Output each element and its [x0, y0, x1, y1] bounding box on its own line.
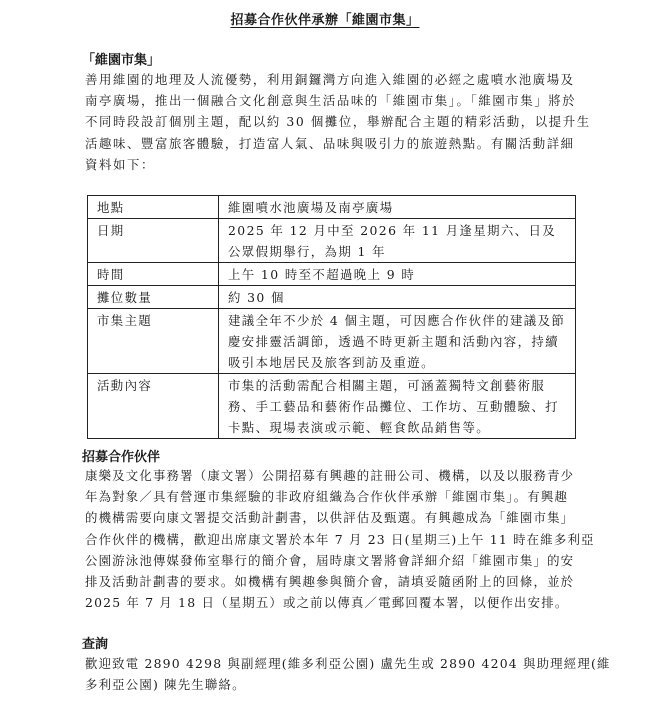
text-line: 南亭廣場，推出一個融合文化創意與生活品味的「維園市集」。「維園市集」將於 — [85, 93, 577, 109]
table-row — [88, 219, 576, 263]
table-row — [88, 374, 576, 439]
document-title-text: 招募合作伙伴承辦「維園市集」 — [230, 13, 420, 28]
text-line: 年為對象／具有營運市集經驗的非政府組織為合作伙伴承辦「維園市集」。有興趣 — [85, 489, 569, 505]
section-heading-partners: 招募合作伙伴 — [82, 450, 161, 465]
document-title — [0, 9, 650, 28]
text-line: 資料如下： — [85, 156, 155, 172]
row-label: 市集主題 — [88, 309, 219, 374]
text-line: 的機構需要向康文署提交活動計劃書，以供評估及甄選。有興趣成為「維園市集」 — [85, 510, 575, 526]
row-label: 時間 — [88, 263, 219, 286]
intro-paragraph — [85, 69, 595, 175]
text-line: 合作伙伴的機構，歡迎出席康文署於本年 7 月 23 日(星期三)上午 11 時在維多利亞 — [85, 531, 595, 547]
row-value: 約 30 個 — [219, 286, 576, 309]
text-line: 公園游泳池傳媒發佈室舉行的簡介會，屆時康文署將會詳細介紹「維園市集」的安 — [85, 552, 575, 568]
table-row — [88, 309, 576, 374]
text-line: 2025 年 7 月 18 日（星期五）或之前以傳真／電郵回覆本署，以便作出安排。 — [85, 595, 569, 611]
text-line: 排及活動計劃書的要求。如機構有興趣參與簡介會，請填妥隨函附上的回條，並於 — [85, 574, 575, 590]
text-line: 不同時段設訂個別主題，配以約 30 個攤位，舉辦配合主題的精彩活動，以提升生 — [85, 114, 591, 130]
text-line: 歡迎致電 2890 4298 與副經理(維多利亞公園) 盧先生或 2890 4204 與助理經理(維 — [85, 656, 611, 671]
row-value: 上午 10 時至不超過晚上 9 時 — [219, 263, 576, 286]
enquiry-paragraph — [85, 653, 625, 695]
table-row — [88, 263, 576, 286]
text-line: 活趣味、豐富旅客體驗，打造富人氣、品味與吸引力的旅遊熱點。有關活動詳細 — [85, 135, 575, 151]
row-value: 市集的活動需配合相關主題，可涵蓋獨特文創藝術服務、手工藝品和藝術作品攤位、工作坊、互動體驗、打卡點、現場表演或示範、輕食飲品銷售等。 — [219, 374, 576, 439]
text-line: 善用維園的地理及人流優勢，利用銅鑼灣方向進入維園的必經之處噴水池廣場及 — [85, 72, 575, 87]
table-row — [88, 196, 576, 219]
row-label: 攤位數量 — [88, 286, 219, 309]
row-value: 維園噴水池廣場及南亭廣場 — [219, 196, 576, 219]
text-line: 康樂及文化事務署（康文署）公開招募有興趣的註冊公司、機構，以及以服務青少 — [85, 468, 575, 483]
row-label: 活動內容 — [88, 374, 219, 439]
section-heading-enquiry: 查詢 — [82, 637, 109, 652]
row-label: 地點 — [88, 196, 219, 219]
partners-paragraph — [85, 465, 595, 613]
row-label: 日期 — [88, 219, 219, 263]
event-details-table — [87, 195, 576, 439]
row-value: 建議全年不少於 4 個主題，可因應合作伙伴的建議及節慶安排靈活調節，透過不時更新主題和活動內容，持續吸引本地居民及旅客到訪及重遊。 — [219, 309, 576, 374]
text-line: 多利亞公園) 陳先生聯絡。 — [85, 677, 246, 693]
table-row — [88, 286, 576, 309]
section-heading-market: 「維園市集」 — [82, 53, 161, 68]
row-value: 2025 年 12 月中至 2026 年 11 月逢星期六、日及公眾假期舉行，為期 1 年 — [219, 219, 576, 263]
